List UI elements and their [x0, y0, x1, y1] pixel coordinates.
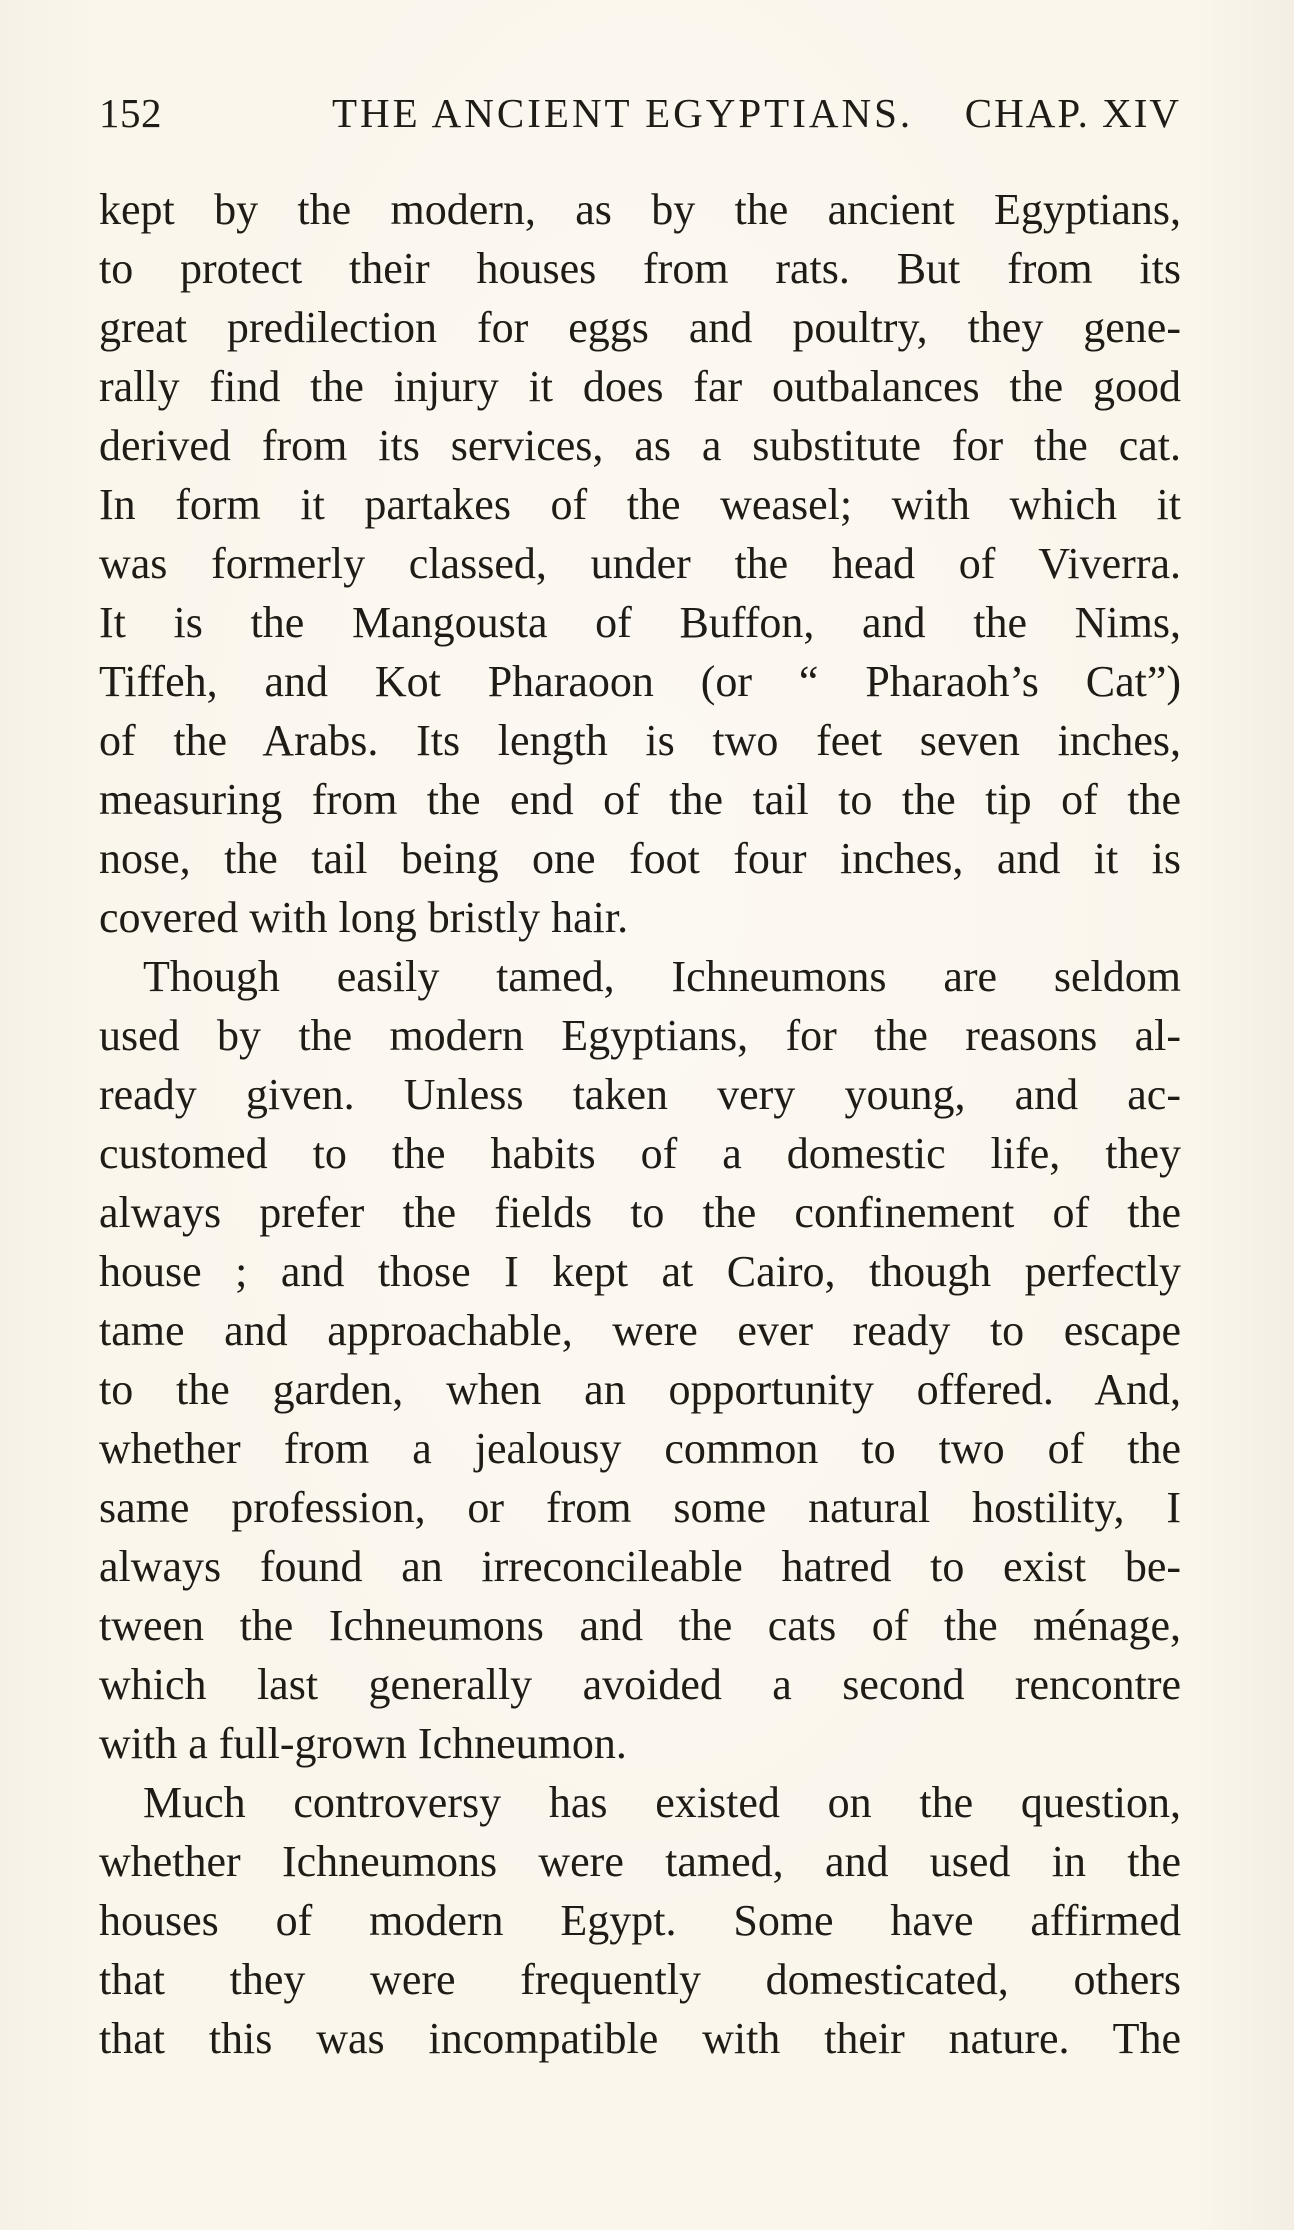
- text-line-2: to protect their houses from rats. But from its: [99, 244, 1181, 293]
- text-line-30: houses of modern Egypt. Some have affirmed: [99, 1896, 1181, 1945]
- text-line-28: Much controversy has existed on the question,: [143, 1778, 1181, 1827]
- text-line-29: whether Ichneumons were tamed, and used in the: [99, 1837, 1181, 1886]
- text-line-7: was formerly classed, under the head of Viverra.: [99, 539, 1181, 588]
- text-line-6: In form it partakes of the weasel; with which it: [99, 480, 1181, 529]
- text-line-12: nose, the tail being one foot four inches, and it is: [99, 834, 1181, 883]
- text-line-9: Tiffeh, and Kot Pharaoon (or “ Pharaoh’s Cat”): [99, 657, 1181, 706]
- text-line-27: with a full-grown Ichneumon.: [99, 1719, 627, 1768]
- text-line-16: ready given. Unless taken very young, and ac-: [99, 1070, 1181, 1119]
- running-head: [99, 84, 1181, 142]
- text-line-15: used by the modern Egyptians, for the reasons al-: [99, 1011, 1181, 1060]
- text-line-21: to the garden, when an opportunity offered. And,: [99, 1365, 1181, 1414]
- body-text: [99, 180, 1181, 2068]
- running-title: THE ANCIENT EGYPTIANS.: [332, 90, 914, 136]
- text-line-26: which last generally avoided a second rencontre: [99, 1660, 1181, 1709]
- text-line-8: It is the Mangousta of Buffon, and the Nims,: [99, 598, 1181, 647]
- text-line-19: house ; and those I kept at Cairo, though perfectly: [99, 1247, 1181, 1296]
- text-line-31: that they were frequently domesticated, others: [99, 1955, 1181, 2004]
- chapter-reference: CHAP. XIV: [964, 90, 1181, 136]
- text-line-11: measuring from the end of the tail to the tip of the: [99, 775, 1181, 824]
- text-line-13: covered with long bristly hair.: [99, 893, 629, 942]
- text-line-4: rally find the injury it does far outbalances the good: [99, 362, 1181, 411]
- text-line-1: kept by the modern, as by the ancient Egyptians,: [99, 185, 1181, 234]
- text-line-3: great predilection for eggs and poultry, they gene-: [99, 303, 1181, 352]
- page-number: 152: [99, 90, 162, 136]
- text-line-24: always found an irreconcileable hatred to exist be-: [99, 1542, 1181, 1591]
- text-line-32: that this was incompatible with their nature. The: [99, 2014, 1181, 2063]
- text-line-22: whether from a jealousy common to two of the: [99, 1424, 1181, 1473]
- text-line-17: customed to the habits of a domestic life, they: [99, 1129, 1181, 1178]
- text-line-20: tame and approachable, were ever ready to escape: [99, 1306, 1181, 1355]
- text-line-18: always prefer the fields to the confinement of the: [99, 1188, 1181, 1237]
- text-line-14: Though easily tamed, Ichneumons are seldom: [143, 952, 1181, 1001]
- text-line-5: derived from its services, as a substitute for the cat.: [99, 421, 1181, 470]
- text-line-25: tween the Ichneumons and the cats of the ménage,: [99, 1601, 1181, 1650]
- text-line-23: same profession, or from some natural hostility, I: [99, 1483, 1181, 1532]
- text-line-10: of the Arabs. Its length is two feet seven inches,: [99, 716, 1181, 765]
